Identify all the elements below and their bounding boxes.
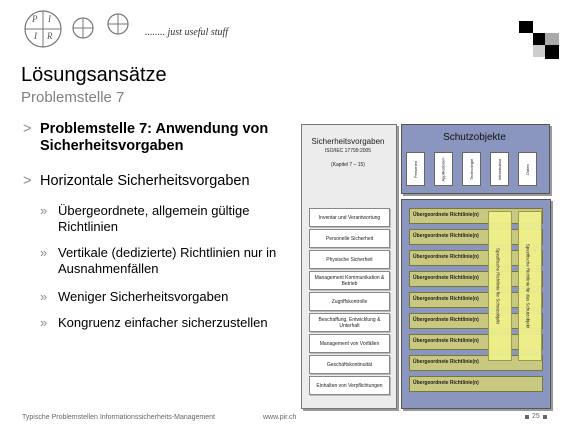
footer-page (525, 413, 547, 420)
page-number: 25 (532, 413, 540, 420)
logo-letter-i: I (48, 14, 51, 24)
sub-bullet-marker: » (40, 245, 48, 260)
sub-bullet-text: Kongruenz einfacher sicherzustellen (58, 315, 268, 330)
left-item: Personelle Sicherheit (309, 229, 390, 248)
left-item: Physische Sicherheit (309, 250, 390, 269)
logo-letter-r: R (47, 31, 53, 41)
vertical-richtlinie-2: Spezifische Richtlinie für das Schutzobjekt (518, 211, 542, 361)
schutzobjekt-technologie: Technologie (462, 152, 481, 186)
page-title: Lösungsansätze (21, 64, 167, 86)
richtlinie-row: Übergeordnete Richtlinie(n) (409, 313, 543, 329)
page-square-right-icon (543, 415, 547, 419)
richtlinie-row: Übergeordnete Richtlinie(n) (409, 208, 543, 224)
page-subtitle: Problemstelle 7 (21, 89, 125, 106)
richtlinie-row: Übergeordnete Richtlinie(n) (409, 292, 543, 308)
left-item: Management Kommunikation & Betrieb (309, 271, 390, 290)
logo (21, 7, 151, 51)
richtlinie-row: Übergeordnete Richtlinie(n) (409, 271, 543, 287)
richtlinie-row: Übergeordnete Richtlinie(n) (409, 250, 543, 266)
schutzobjekt-daten: Daten (518, 152, 537, 186)
schutzobjekte-title: Schutzobjekte (443, 132, 506, 143)
richtlinie-row: Übergeordnete Richtlinie(n) (409, 355, 543, 371)
richtlinie-row: Übergeordnete Richtlinie(n) (409, 334, 543, 350)
sicherheitsvorgaben-chapter: (Kapitel 7 – 15) (331, 162, 365, 168)
sub-bullet-text: Übergeordnete, allgemein gültige Richtlinien (58, 203, 250, 234)
pir-logo-graphic (21, 7, 151, 51)
sub-bullet-4 (40, 315, 280, 331)
richtlinie-row: Übergeordnete Richtlinie(n) (409, 229, 543, 245)
sub-bullet-2 (40, 245, 280, 277)
page-square-left-icon (525, 415, 529, 419)
schutzobjekt-personen: Personen (406, 152, 425, 186)
sicherheitsvorgaben-subtitle: ISO/IEC 17799:2005 (324, 148, 372, 154)
left-item: Einhalten von Verpflichtungen (309, 376, 390, 395)
corner-squares-icon (519, 21, 559, 61)
footer-left: Typische Problemstellen Informationssicherheits-Management (22, 414, 215, 421)
vertical-richtlinie-1: Spezifische Richtlinie für Schutzobjekt (488, 211, 512, 361)
sicherheitsvorgaben-title: Sicherheitsvorgaben (311, 137, 385, 146)
sub-bullet-3 (40, 289, 280, 305)
sub-bullet-marker: » (40, 315, 48, 330)
sub-bullet-marker: » (40, 289, 48, 304)
richtlinie-row: Übergeordnete Richtlinie(n) (409, 376, 543, 392)
sub-bullet-text: Weniger Sicherheitsvorgaben (58, 289, 229, 304)
left-item: Management von Vorfällen (309, 334, 390, 353)
bullet-1 (23, 121, 293, 155)
bullet-2 (23, 173, 293, 190)
left-item: Inventar und Verantwortung (309, 208, 390, 227)
logo-letter-p: P (32, 14, 38, 24)
bullet-text: Horizontale Sicherheitsvorgaben (40, 173, 250, 189)
bullet-marker: > (23, 173, 32, 189)
footer-url: www.pir.ch (263, 414, 297, 421)
left-item: Zugriffskontrolle (309, 292, 390, 311)
schutzobjekt-applikationen: Applikationen (434, 152, 453, 186)
sub-bullet-marker: » (40, 203, 48, 218)
logo-letter-i2: I (34, 31, 37, 41)
logo-tagline: ........ just useful stuff (145, 27, 229, 38)
bullet-marker: > (23, 121, 32, 137)
left-item: Geschäftskontinuität (309, 355, 390, 374)
schutzobjekt-infrastruktur: Infrastruktur (490, 152, 509, 186)
bullet-text: Problemstelle 7: Anwendung von Sicherheitsvorgaben (40, 121, 269, 154)
sub-bullet-text: Vertikale (dedizierte) Richtlinien nur in Ausnahmenfällen (58, 245, 277, 276)
left-item: Beschaffung, Entwicklung & Unterhalt (309, 313, 390, 332)
sub-bullet-1 (40, 203, 280, 235)
